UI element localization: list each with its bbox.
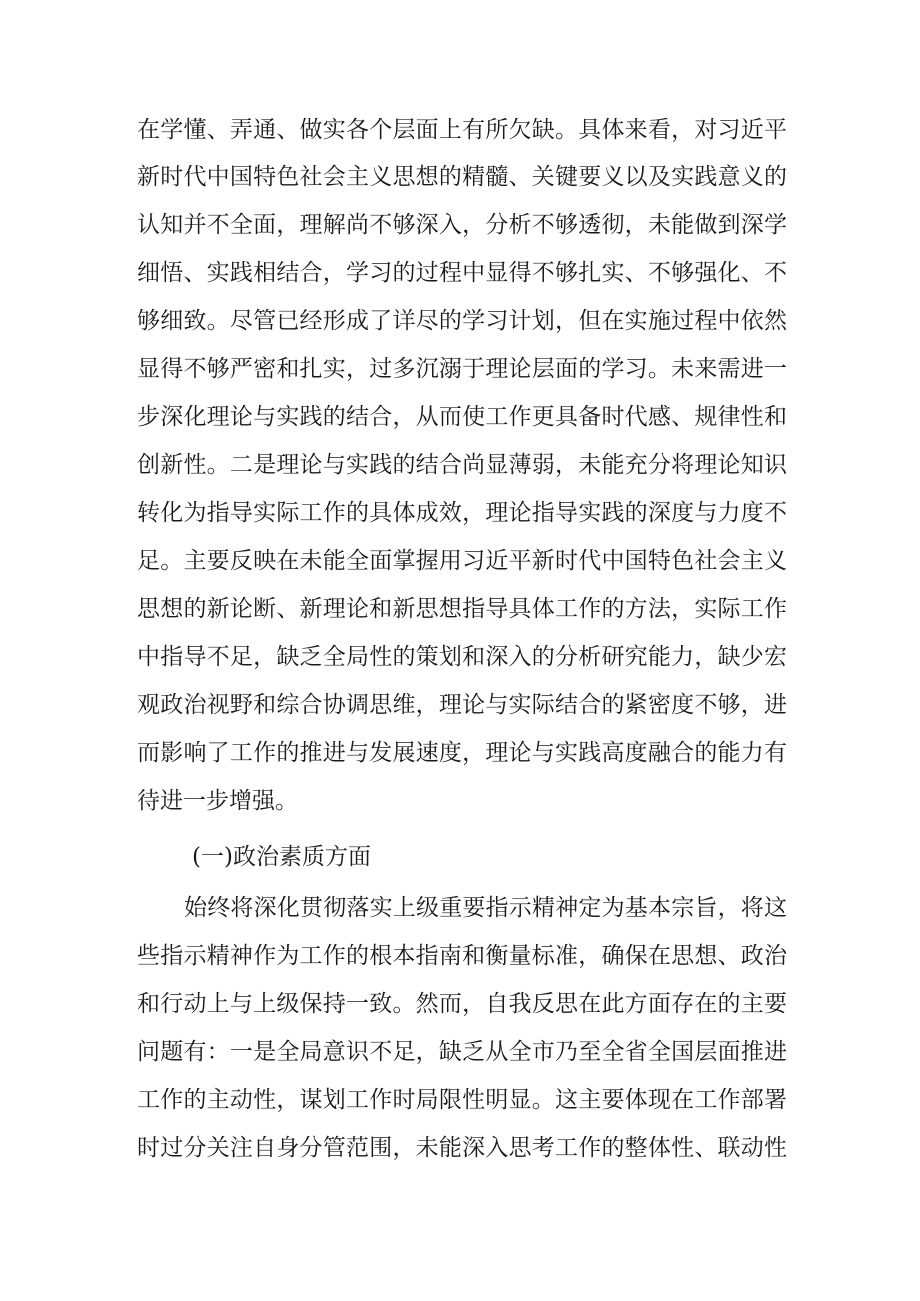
paragraph-line: 观政治视野和综合协调思维，理论与实际结合的紧密度不够，进 [137,692,787,718]
paragraph-line: 始终将深化贯彻落实上级重要指示精神定为基本宗旨，将这 [184,895,787,921]
section-heading: (一)政治素质方面 [192,844,371,870]
paragraph-line: 创新性。二是理论与实践的结合尚显薄弱，未能充分将理论知识 [137,452,787,478]
paragraph-line: 在学懂、弄通、做实各个层面上有所欠缺。具体来看，对习近平 [137,117,787,143]
paragraph-line: 而影响了工作的推进与发展速度，理论与实践高度融合的能力有 [137,740,787,766]
paragraph-line: 和行动上与上级保持一致。然而，自我反思在此方面存在的主要 [137,991,787,1017]
paragraph-line: 些指示精神作为工作的根本指南和衡量标准，确保在思想、政治 [137,943,787,969]
paragraph-line: 时过分关注自身分管范围，未能深入思考工作的整体性、联动性 [137,1135,787,1161]
paragraph-line: 认知并不全面，理解尚不够深入，分析不够透彻，未能做到深学 [137,212,787,238]
paragraph-line: 够细致。尽管已经形成了详尽的学习计划，但在实施过程中依然 [137,308,787,334]
paragraph-line: 新时代中国特色社会主义思想的精髓、关键要义以及实践意义的 [137,164,787,190]
paragraph-line: 中指导不足，缺乏全局性的策划和深入的分析研究能力，缺少宏 [137,644,787,670]
paragraph-line: 足。主要反映在未能全面掌握用习近平新时代中国特色社会主义 [137,548,787,574]
paragraph-line: 待进一步增强。 [137,788,298,814]
paragraph-line: 问题有：一是全局意识不足，缺乏从全市乃至全省全国层面推进 [137,1039,787,1065]
paragraph-line: 显得不够严密和扎实，过多沉溺于理论层面的学习。未来需进一 [137,356,787,382]
paragraph-line: 工作的主动性，谋划工作时局限性明显。这主要体现在工作部署 [137,1087,787,1113]
paragraph-line: 思想的新论断、新理论和新思想指导具体工作的方法，实际工作 [137,596,787,622]
paragraph-line: 转化为指导实际工作的具体成效，理论指导实践的深度与力度不 [137,500,787,526]
paragraph-line: 步深化理论与实践的结合，从而使工作更具备时代感、规律性和 [137,404,787,430]
paragraph-line: 细悟、实践相结合，学习的过程中显得不够扎实、不够强化、不 [137,260,787,286]
